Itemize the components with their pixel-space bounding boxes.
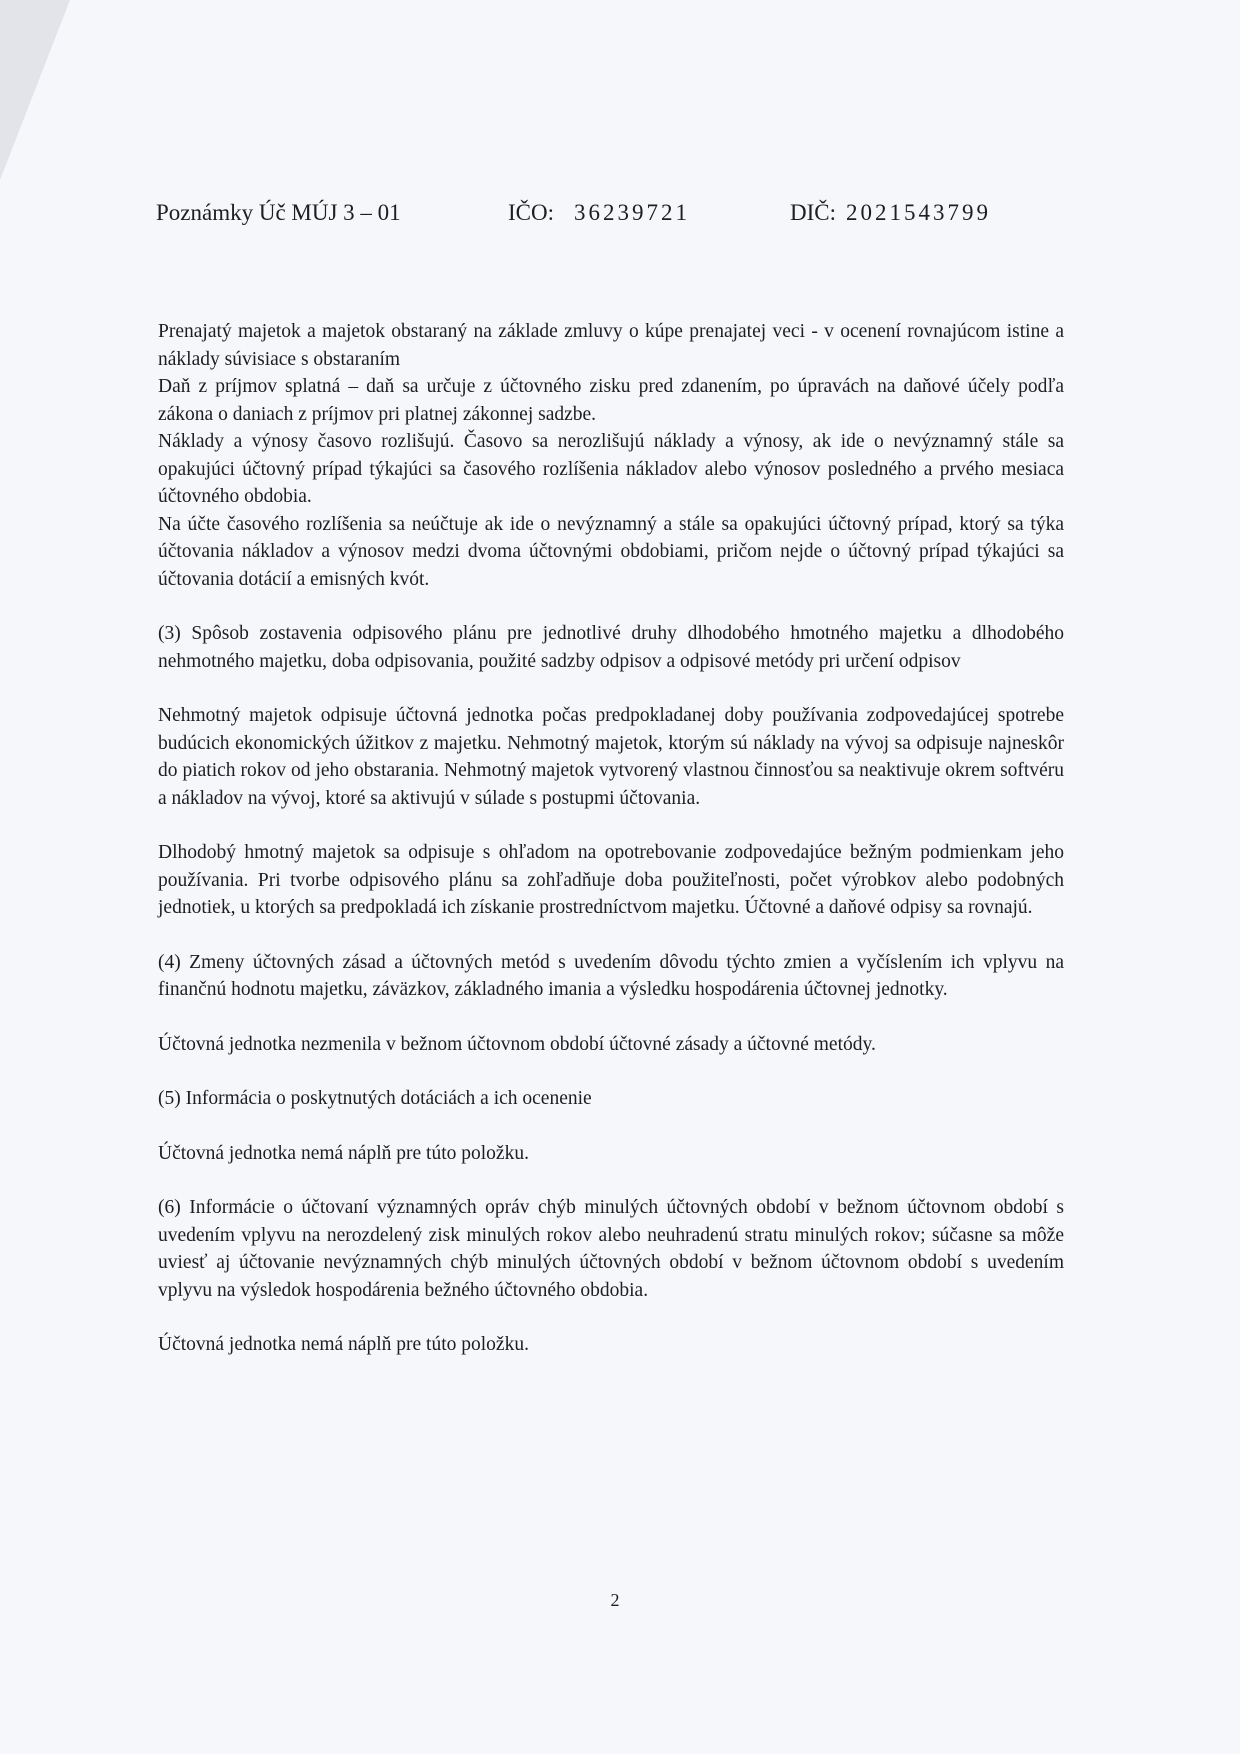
section-6-heading: (6) Informácie o účtovaní významných opráv chýb minulých účtovných období v bežnom účtovnom období s uvedením vplyvu na nerozdelený zisk minulých rokov alebo neuhradenú stratu minulých rokov; súčasne sa môže uviesť aj účtovanie nevýznamných chýb minulých účtovných období v bežnom účtovnom období s uvedením vplyvu na výsledok hospodárenia bežného účtovného obdobia. <box>158 1197 1064 1301</box>
paragraph-leased-assets: Prenajatý majetok a majetok obstaraný na základe zmluvy o kúpe prenajatej veci - v ocenení rovnajúcom istine a náklady súvisiace s obstaraním <box>158 321 1064 370</box>
section-5-heading: (5) Informácia o poskytnutých dotáciách a ich ocenenie <box>158 1088 592 1109</box>
section-3-heading: (3) Spôsob zostavenia odpisového plánu pre jednotlivé druhy dlhodobého hmotného majetku a dlhodobého nehmotného majetku, doba odpisovania, použité sadzby odpisov a odpisové metódy pri určení odpisov <box>158 623 1064 672</box>
paragraph-accruals: Náklady a výnosy časovo rozlišujú. Časovo sa nerozlišujú náklady a výnosy, ak ide o nevýznamný stále sa opakujúci účtovný prípad týkajúci sa časového rozlíšenia nákladov alebo výnosov posledného a prvého mesiaca účtovného obdobia. <box>158 431 1064 507</box>
section-5-text: Účtovná jednotka nemá náplň pre túto položku. <box>158 1142 529 1164</box>
document-body <box>158 318 1064 1359</box>
document-header <box>156 200 1076 236</box>
page-corner-shadow <box>0 0 70 180</box>
header-title: Poznámky Úč MÚJ 3 – 01 <box>156 200 401 225</box>
ico-value: 36239721 <box>574 200 690 225</box>
dic-label: DIČ: <box>790 200 836 225</box>
page-number: 2 <box>610 1590 620 1610</box>
section-3-intangible: Nehmotný majetok odpisuje účtovná jednotka počas predpokladanej doby používania zodpovedajúcej spotrebe budúcich ekonomických úžitkov z majetku. Nehmotný majetok, ktorým sú náklady na vývoj sa odpisuje najneskôr do piatich rokov od jeho obstarania. Nehmotný majetok vytvorený vlastnou činnosťou sa neaktivuje okrem softvéru a nákladov na vývoj, ktoré sa aktivujú v súlade s postupmi účtovania. <box>158 705 1064 809</box>
dic-value: 2021543799 <box>846 200 991 225</box>
paragraph-income-tax: Daň z príjmov splatná – daň sa určuje z účtovného zisku pred zdanením, po úpravách na daňové účely podľa zákona o daniach z príjmov pri platnej zákonnej sadzbe. <box>158 376 1064 425</box>
paragraph-accrual-account: Na účte časového rozlíšenia sa neúčtuje ak ide o nevýznamný a stále sa opakujúci účtovný prípad, ktorý sa týka účtovania nákladov a výnosov medzi dvoma účtovnými obdobiami, pričom nejde o účtovný prípad týkajúci sa účtovania dotácií a emisných kvót. <box>158 513 1064 590</box>
section-4-text: Účtovná jednotka nezmenila v bežnom účtovnom období účtovné zásady a účtovné metódy. <box>158 1033 876 1055</box>
section-3-tangible: Dlhodobý hmotný majetok sa odpisuje s ohľadom na opotrebovanie zodpovedajúce bežným podmienkam jeho používania. Pri tvorbe odpisového plánu sa zohľadňuje doba použiteľnosti, počet výrobkov alebo podobných jednotiek, u ktorých sa predpokladá ich získanie prostredníctvom majetku. Účtovné a daňové odpisy sa rovnajú. <box>158 842 1064 918</box>
section-4-heading: (4) Zmeny účtovných zásad a účtovných metód s uvedením dôvodu týchto zmien a vyčíslením ich vplyvu na finančnú hodnotu majetku, záväzkov, základného imania a výsledku hospodárenia účtovnej jednotky. <box>158 951 1064 1000</box>
ico-label: IČO: <box>508 200 554 225</box>
section-6-text: Účtovná jednotka nemá náplň pre túto položku. <box>158 1334 529 1355</box>
